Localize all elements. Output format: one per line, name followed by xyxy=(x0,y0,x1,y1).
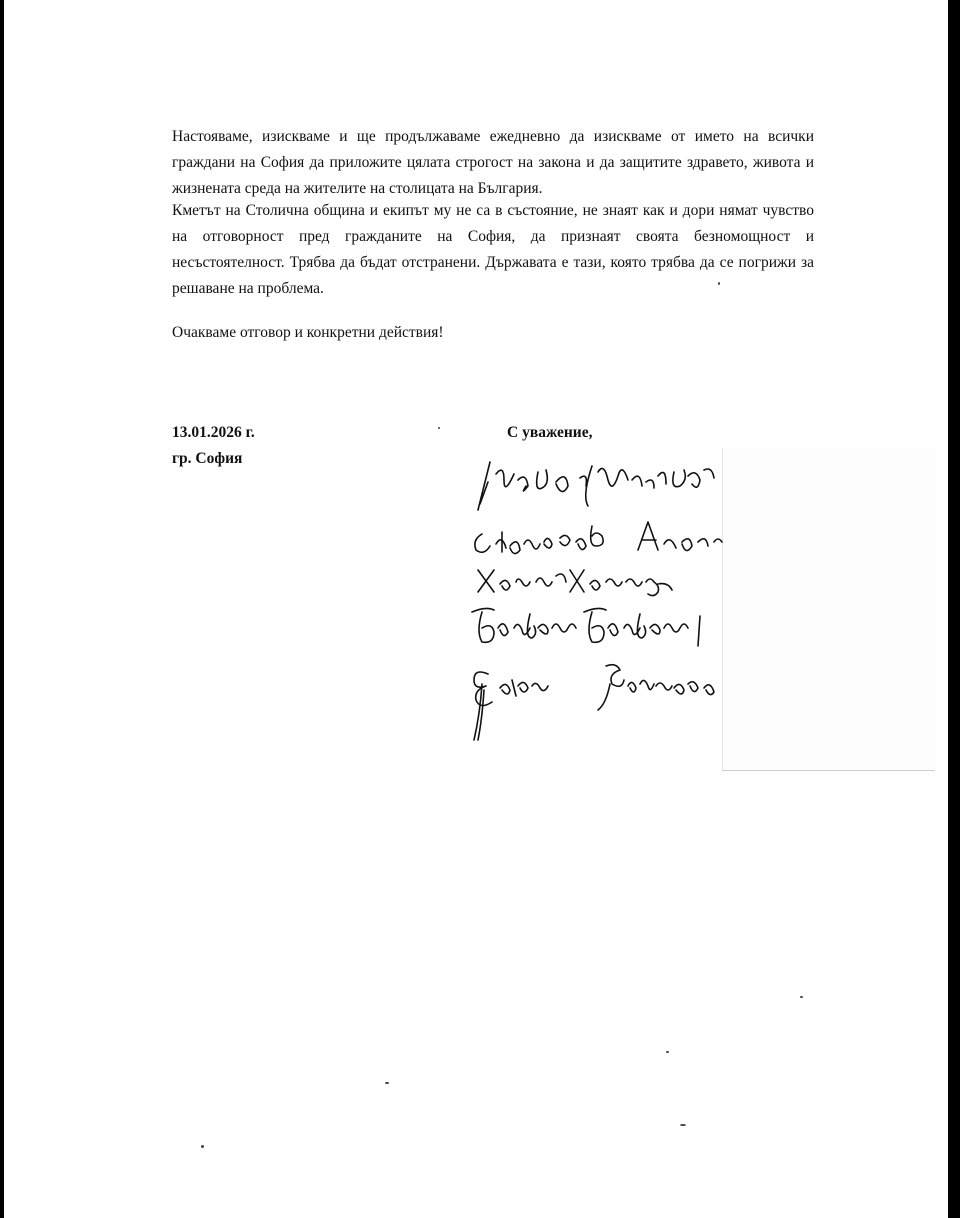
scan-speck xyxy=(201,1145,204,1148)
overlapping-paper-edge xyxy=(722,448,935,771)
scan-speck xyxy=(800,996,803,998)
paragraph-demand: Настояваме, изискваме и ще продължаваме ежедневно да изискваме от името на всички граждани на София да приложите цялата строгост на закона и да защитите здравето, живота и жизнената среда на жителите на столицата на България. xyxy=(172,128,814,197)
scan-speck xyxy=(385,1082,389,1084)
scan-speck xyxy=(680,1124,686,1126)
paragraph-mayor: Кметът на Столична община и екипът му не са в състояние, не знаят как и дори нямат чувство на отговорност пред гражданите на София, да признаят своята безномощност и несъстоятелност. Трябва да бъдат отстранени. Държавата е тази, която трябва да се погрижи за решаване на проблема. xyxy=(172,202,814,297)
document-page xyxy=(4,0,948,1218)
scan-speck xyxy=(438,427,440,429)
handwritten-signatures xyxy=(460,452,730,752)
scan-speck xyxy=(718,282,720,285)
paragraph-expectation: Очакваме отговор и конкретни действия! xyxy=(172,324,444,341)
letter-city: гр. София xyxy=(172,450,243,467)
closing-salutation: С уважение, xyxy=(507,424,593,441)
letter-date: 13.01.2026 г. xyxy=(172,424,255,441)
scan-speck xyxy=(666,1051,669,1053)
